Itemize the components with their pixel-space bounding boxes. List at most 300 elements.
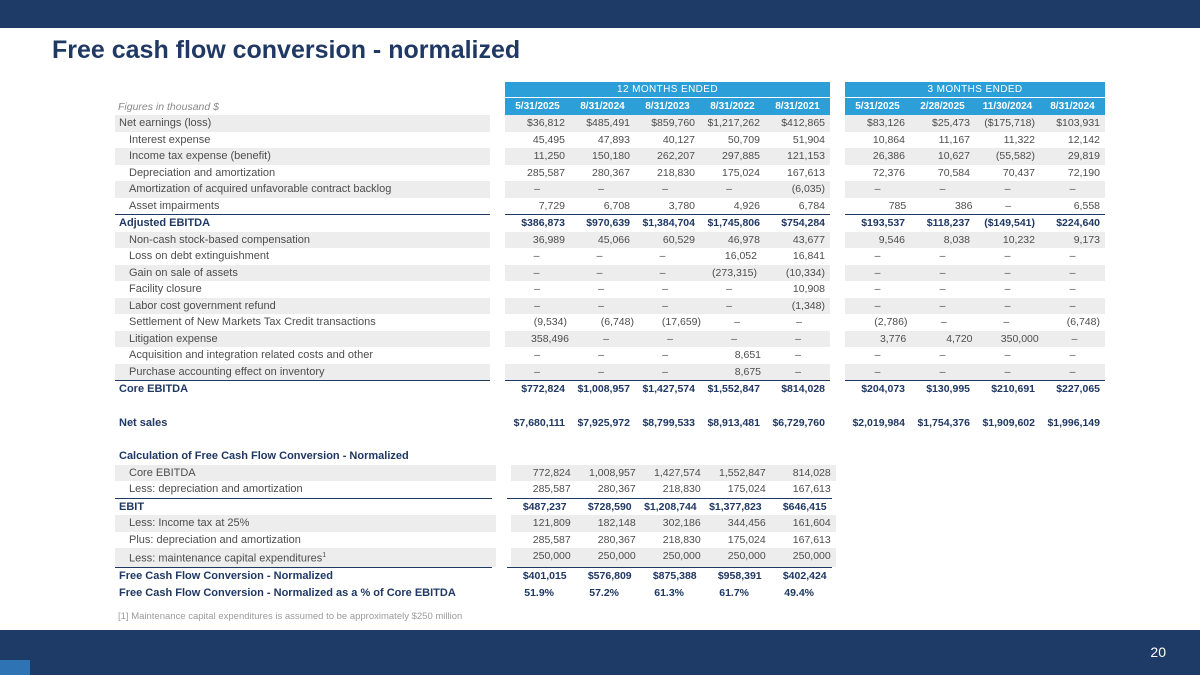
- value-cell: –: [1069, 365, 1076, 378]
- value-cell: 50,709: [727, 133, 760, 146]
- value-cell: –: [731, 332, 737, 345]
- values-12m: [505, 181, 830, 198]
- value-cell: $1,909,602: [982, 416, 1035, 429]
- value-cell: 11,167: [938, 133, 970, 146]
- values-12m: [505, 331, 830, 348]
- value-cell: $487,237: [522, 500, 567, 513]
- value-cell: $1,745,806: [707, 217, 760, 229]
- value-cell: 9,173: [1073, 233, 1100, 246]
- value-cell: –: [534, 299, 540, 312]
- values-3m: [845, 232, 1105, 249]
- value-cell: 285,587: [532, 533, 571, 546]
- row-label: Litigation expense: [115, 331, 490, 348]
- value-cell: 218,830: [662, 483, 701, 495]
- value-cell: 7,729: [538, 199, 565, 212]
- table-row: [115, 298, 1105, 315]
- value-cell: 814,028: [792, 466, 831, 479]
- value-cell: 302,186: [662, 517, 701, 529]
- row-label: Depreciation and amortization: [129, 166, 276, 179]
- value-cell: (1,348): [791, 299, 825, 312]
- values-3m: [846, 448, 1105, 465]
- slide-title: Free cash flow conversion - normalized: [52, 36, 521, 64]
- value-cell: 70,437: [1002, 166, 1035, 179]
- value-cell: –: [726, 183, 732, 195]
- value-cell: $8,799,533: [642, 416, 695, 429]
- value-cell: –: [534, 183, 540, 195]
- values-12m: [511, 465, 836, 482]
- value-cell: –: [939, 283, 946, 295]
- value-cell: 29,819: [1067, 150, 1100, 162]
- table-row: [115, 265, 1105, 282]
- value-cell: –: [795, 332, 801, 345]
- value-cell: –: [1069, 349, 1076, 361]
- value-cell: 72,376: [872, 166, 905, 179]
- value-cell: 344,456: [727, 517, 766, 529]
- value-cell: –: [667, 332, 673, 345]
- values-3m: [845, 165, 1105, 182]
- value-cell: 175,024: [722, 166, 760, 179]
- value-cell: 8,651: [734, 349, 761, 361]
- value-cell: –: [874, 283, 881, 295]
- value-cell: 16,052: [724, 250, 757, 262]
- table-row: [115, 165, 1105, 182]
- value-cell: –: [598, 283, 604, 295]
- page-number: 20: [1150, 644, 1166, 660]
- values-3m: [845, 331, 1105, 348]
- value-cell: $25,473: [932, 117, 970, 129]
- values-12m: [505, 115, 830, 132]
- table-row: [115, 115, 1105, 132]
- group-header-row: [115, 82, 1105, 97]
- value-cell: –: [940, 316, 947, 328]
- table-row: [115, 347, 1105, 364]
- value-cell: –: [598, 183, 604, 195]
- value-cell: 4,926: [733, 199, 760, 212]
- value-cell: 61.7%: [719, 586, 750, 599]
- value-cell: $859,760: [651, 117, 695, 129]
- value-cell: –: [939, 349, 946, 361]
- row-label: Plus: depreciation and amortization: [129, 533, 301, 546]
- value-cell: –: [1069, 299, 1076, 312]
- value-cell: 175,024: [727, 533, 766, 546]
- value-cell: $1,217,262: [707, 117, 760, 129]
- value-cell: 175,024: [727, 483, 766, 495]
- value-cell: $6,729,760: [772, 416, 825, 429]
- value-cell: –: [1071, 332, 1078, 345]
- value-cell: 1,427,574: [654, 466, 701, 479]
- value-cell: $83,126: [867, 117, 905, 129]
- value-cell: $1,377,823: [709, 500, 762, 513]
- value-cell: –: [603, 332, 609, 345]
- value-cell: 250,000: [532, 550, 571, 562]
- value-cell: 218,830: [662, 533, 701, 546]
- values-12m: [505, 132, 830, 149]
- value-cell: –: [874, 250, 881, 262]
- value-cell: 167,613: [787, 166, 825, 179]
- value-cell: 1,008,957: [589, 466, 636, 479]
- values-12m: [505, 265, 830, 282]
- value-cell: 285,587: [532, 483, 571, 495]
- value-cell: 10,232: [1002, 233, 1035, 246]
- values-3m: [845, 198, 1105, 215]
- values-12m: [505, 214, 830, 232]
- value-cell: 350,000: [1000, 332, 1039, 345]
- value-cell: –: [1004, 365, 1011, 378]
- values-3m: [851, 481, 1105, 498]
- values-12m: [505, 165, 830, 182]
- table-row: [115, 415, 1105, 432]
- value-cell: 262,207: [657, 150, 695, 162]
- value-cell: –: [1069, 250, 1076, 262]
- value-cell: 60,529: [662, 233, 695, 246]
- value-cell: $412,865: [781, 117, 825, 129]
- values-3m: [845, 248, 1105, 265]
- value-cell: (6,748): [600, 316, 634, 328]
- value-cell: $754,284: [781, 217, 825, 229]
- value-cell: 785: [888, 199, 907, 212]
- values-12m: [511, 532, 836, 549]
- value-cell: $1,552,847: [707, 383, 760, 395]
- table-row: [115, 585, 1105, 602]
- value-cell: –: [795, 349, 801, 361]
- values-12m: [505, 415, 830, 432]
- value-cell: –: [662, 299, 668, 312]
- row-label: Calculation of Free Cash Flow Conversion - Normalized: [119, 450, 409, 462]
- value-cell: 280,367: [597, 533, 636, 546]
- value-cell: 1,552,847: [719, 466, 766, 479]
- table-row: [115, 281, 1105, 298]
- values-12m: [505, 347, 830, 364]
- value-cell: –: [734, 316, 740, 328]
- values-3m: [845, 298, 1105, 315]
- values-12m: [507, 448, 831, 465]
- row-label: Free Cash Flow Conversion - Normalized as a % of Core EBITDA: [119, 586, 456, 599]
- top-bar: [0, 0, 1200, 28]
- value-cell: –: [726, 299, 732, 312]
- row-label: Free Cash Flow Conversion - Normalized: [115, 567, 492, 585]
- value-cell: 49.4%: [784, 586, 815, 599]
- column-header: 8/31/2024: [1050, 101, 1095, 112]
- value-cell: –: [1004, 299, 1011, 312]
- value-cell: $772,824: [521, 383, 565, 395]
- value-cell: –: [1004, 183, 1011, 195]
- value-cell: 250,000: [727, 550, 766, 562]
- value-cell: (9,534): [533, 316, 567, 328]
- value-cell: $576,809: [587, 570, 632, 583]
- values-12m: [505, 380, 830, 398]
- value-cell: $814,028: [781, 383, 825, 395]
- value-cell: –: [662, 283, 668, 295]
- value-cell: $118,237: [926, 217, 970, 229]
- value-cell: 280,367: [597, 483, 636, 495]
- table-row: [115, 198, 1105, 215]
- value-cell: 51,904: [792, 133, 825, 146]
- value-cell: 167,613: [792, 483, 831, 495]
- value-cell: (6,035): [791, 183, 825, 195]
- value-cell: $227,065: [1056, 383, 1100, 395]
- values-3m: [851, 465, 1105, 482]
- row-label: Less: maintenance capital expenditures$^1$: [115, 548, 496, 567]
- value-cell: $646,415: [782, 500, 827, 513]
- value-cell: $7,680,111: [513, 416, 565, 429]
- value-cell: $958,391: [717, 570, 762, 583]
- table-row: [115, 248, 1105, 265]
- value-cell: 3,776: [879, 332, 907, 345]
- value-cell: 358,496: [531, 332, 569, 345]
- value-cell: 10,627: [937, 150, 970, 162]
- row-label: Net sales: [119, 416, 168, 429]
- value-cell: 9,546: [878, 233, 905, 246]
- value-cell: $103,931: [1056, 117, 1100, 129]
- value-cell: 250,000: [662, 550, 701, 562]
- value-cell: –: [874, 266, 881, 279]
- values-3m: [845, 132, 1105, 149]
- values-12m: [505, 298, 830, 315]
- value-cell: 10,864: [872, 133, 905, 146]
- value-cell: –: [534, 349, 540, 361]
- value-cell: $1,427,574: [642, 383, 695, 395]
- column-header: 8/31/2023: [645, 101, 690, 112]
- table-row: [115, 314, 1105, 331]
- value-cell: –: [659, 266, 666, 279]
- value-cell: –: [939, 299, 946, 312]
- value-cell: 70,584: [937, 166, 970, 179]
- value-cell: 51.9%: [524, 586, 555, 599]
- table-row: [115, 364, 1105, 381]
- value-cell: 3,780: [668, 199, 695, 212]
- value-cell: 250,000: [597, 550, 636, 562]
- value-cell: 10,908: [792, 283, 825, 295]
- value-cell: –: [874, 365, 881, 378]
- table-row: [115, 380, 1105, 398]
- column-header: 8/31/2022: [710, 101, 755, 112]
- value-cell: –: [534, 283, 540, 295]
- value-cell: 161,604: [792, 517, 831, 529]
- value-cell: 182,148: [597, 517, 636, 529]
- value-cell: (10,334): [785, 266, 825, 279]
- value-cell: (273,315): [712, 266, 757, 279]
- values-3m: [845, 265, 1105, 282]
- value-cell: $2,019,984: [852, 416, 905, 429]
- value-cell: –: [1069, 266, 1076, 279]
- figures-note: Figures in thousand $: [118, 101, 219, 113]
- value-cell: 6,784: [798, 199, 825, 212]
- value-cell: 121,809: [532, 517, 571, 529]
- value-cell: 47,893: [597, 133, 630, 146]
- value-cell: 218,830: [657, 166, 695, 179]
- footnote: [1] Maintenance capital expenditures is assumed to be approximately $250 million: [118, 611, 463, 622]
- value-cell: $1,208,744: [644, 500, 697, 513]
- value-cell: 386: [954, 199, 973, 212]
- value-cell: –: [1004, 266, 1011, 279]
- values-3m: [845, 148, 1105, 165]
- value-cell: –: [659, 250, 666, 262]
- value-cell: 121,153: [787, 150, 825, 162]
- value-cell: –: [596, 266, 603, 279]
- value-cell: –: [939, 365, 946, 378]
- values-3m: [845, 415, 1105, 432]
- table-row: [115, 465, 1105, 482]
- value-cell: –: [939, 250, 946, 262]
- value-cell: –: [1003, 316, 1010, 328]
- value-cell: 250,000: [792, 550, 831, 562]
- value-cell: 45,495: [532, 133, 565, 146]
- value-cell: 36,989: [532, 233, 565, 246]
- value-cell: (55,582): [995, 150, 1035, 162]
- value-cell: $875,388: [652, 570, 697, 583]
- values-12m: [511, 481, 836, 498]
- figures-note-cell: [115, 98, 505, 115]
- date-headers-3m: [845, 98, 1105, 115]
- value-cell: –: [598, 365, 604, 378]
- values-12m: [505, 232, 830, 249]
- table-body: [115, 115, 1105, 601]
- value-cell: $130,995: [926, 383, 970, 395]
- corner-accent: [0, 660, 30, 675]
- value-cell: (2,786): [874, 316, 908, 328]
- row-label: Adjusted EBITDA: [115, 214, 490, 232]
- values-3m: [845, 181, 1105, 198]
- value-cell: –: [534, 365, 540, 378]
- value-cell: –: [533, 250, 540, 262]
- value-cell: –: [795, 365, 801, 378]
- values-12m: [505, 281, 830, 298]
- table-row: [115, 532, 1105, 549]
- table-row: [115, 331, 1105, 348]
- value-cell: –: [1004, 349, 1011, 361]
- value-cell: 12,142: [1067, 133, 1100, 146]
- value-cell: 45,066: [597, 233, 630, 246]
- value-cell: –: [939, 183, 946, 195]
- value-cell: –: [596, 250, 603, 262]
- row-label: Gain on sale of assets: [115, 265, 490, 282]
- value-cell: $402,424: [782, 570, 827, 583]
- value-cell: 6,558: [1073, 199, 1100, 212]
- column-header: 11/30/2024: [982, 101, 1033, 112]
- value-cell: –: [874, 183, 881, 195]
- value-cell: 11,322: [1003, 133, 1035, 146]
- value-cell: 61.3%: [654, 586, 685, 599]
- column-header: 8/31/2021: [775, 101, 820, 112]
- value-cell: 16,841: [792, 250, 825, 262]
- values-12m: [505, 148, 830, 165]
- values-3m: [847, 585, 1105, 602]
- value-cell: –: [1004, 250, 1011, 262]
- value-cell: $485,491: [586, 117, 630, 129]
- value-cell: $1,996,149: [1047, 416, 1100, 429]
- value-cell: 43,677: [792, 233, 825, 246]
- value-cell: –: [662, 365, 668, 378]
- values-12m: [505, 198, 830, 215]
- values-12m: [507, 585, 832, 602]
- value-cell: –: [939, 266, 946, 279]
- header-spacer: [115, 82, 505, 97]
- value-cell: $1,008,957: [577, 383, 630, 395]
- values-3m: [845, 347, 1105, 364]
- table-row: [115, 181, 1105, 198]
- values-3m: [851, 515, 1105, 532]
- table-row: [115, 515, 1105, 532]
- table-row: [115, 481, 1105, 498]
- value-cell: –: [874, 299, 881, 312]
- column-header: 5/31/2025: [855, 101, 900, 112]
- value-cell: –: [533, 266, 540, 279]
- row-label: Non-cash stock-based compensation: [115, 232, 490, 249]
- value-cell: $224,640: [1056, 217, 1100, 229]
- column-header: 2/28/2025: [920, 101, 965, 112]
- value-cell: $193,537: [861, 217, 905, 229]
- value-cell: $36,812: [527, 117, 565, 129]
- table-row: [115, 214, 1105, 232]
- value-cell: $401,015: [522, 570, 567, 583]
- value-cell: 57.2%: [589, 586, 620, 599]
- value-cell: 6,708: [603, 199, 630, 212]
- row-label: Core EBITDA: [115, 380, 490, 398]
- value-cell: –: [1069, 283, 1076, 295]
- value-cell: $8,913,481: [707, 416, 760, 429]
- value-cell: 150,180: [592, 150, 630, 162]
- value-cell: 167,613: [792, 533, 831, 546]
- row-label: Less: Income tax at 25%: [115, 515, 496, 532]
- value-cell: $1,754,376: [917, 416, 970, 429]
- table-row: [115, 498, 1105, 516]
- table-row: [115, 448, 1105, 465]
- row-label: Acquisition and integration related costs and other: [129, 349, 373, 361]
- value-cell: ($149,541): [984, 217, 1035, 229]
- values-12m: [507, 498, 832, 516]
- table-row: [115, 567, 1105, 585]
- financial-table: [115, 82, 1105, 601]
- value-cell: –: [874, 349, 881, 361]
- row-label: Labor cost government refund: [115, 298, 490, 315]
- value-cell: $7,925,972: [577, 416, 630, 429]
- row-label: Interest expense: [129, 133, 211, 146]
- value-cell: 8,675: [734, 365, 761, 378]
- value-cell: $204,073: [861, 383, 905, 395]
- table-row: [115, 232, 1105, 249]
- row-label: Core EBITDA: [115, 465, 496, 482]
- value-cell: 8,038: [943, 233, 970, 246]
- value-cell: –: [726, 283, 732, 295]
- row-label: Settlement of New Markets Tax Credit transactions: [129, 316, 376, 328]
- value-cell: ($175,718): [984, 117, 1035, 129]
- value-cell: –: [1005, 199, 1012, 212]
- values-3m: [851, 548, 1105, 567]
- values-3m: [845, 314, 1105, 331]
- value-cell: 4,720: [946, 332, 973, 345]
- value-cell: 40,127: [662, 133, 695, 146]
- values-3m: [847, 567, 1105, 585]
- value-cell: –: [662, 349, 668, 361]
- column-header: 8/31/2024: [580, 101, 625, 112]
- value-cell: 280,367: [592, 166, 630, 179]
- group-header-3m: 3 MONTHS ENDED: [845, 82, 1105, 97]
- value-cell: –: [598, 299, 604, 312]
- date-header-row: [115, 98, 1105, 115]
- value-cell: –: [1069, 183, 1076, 195]
- values-12m: [507, 567, 832, 585]
- value-cell: –: [598, 349, 604, 361]
- values-12m: [511, 548, 836, 567]
- value-cell: 72,190: [1067, 166, 1100, 179]
- values-12m: [505, 248, 830, 265]
- value-cell: (17,659): [661, 316, 701, 328]
- row-label: Net earnings (loss): [115, 115, 490, 132]
- values-3m: [851, 532, 1105, 549]
- value-cell: $210,691: [991, 383, 1035, 395]
- table-row: [115, 132, 1105, 149]
- value-cell: 46,978: [727, 233, 760, 246]
